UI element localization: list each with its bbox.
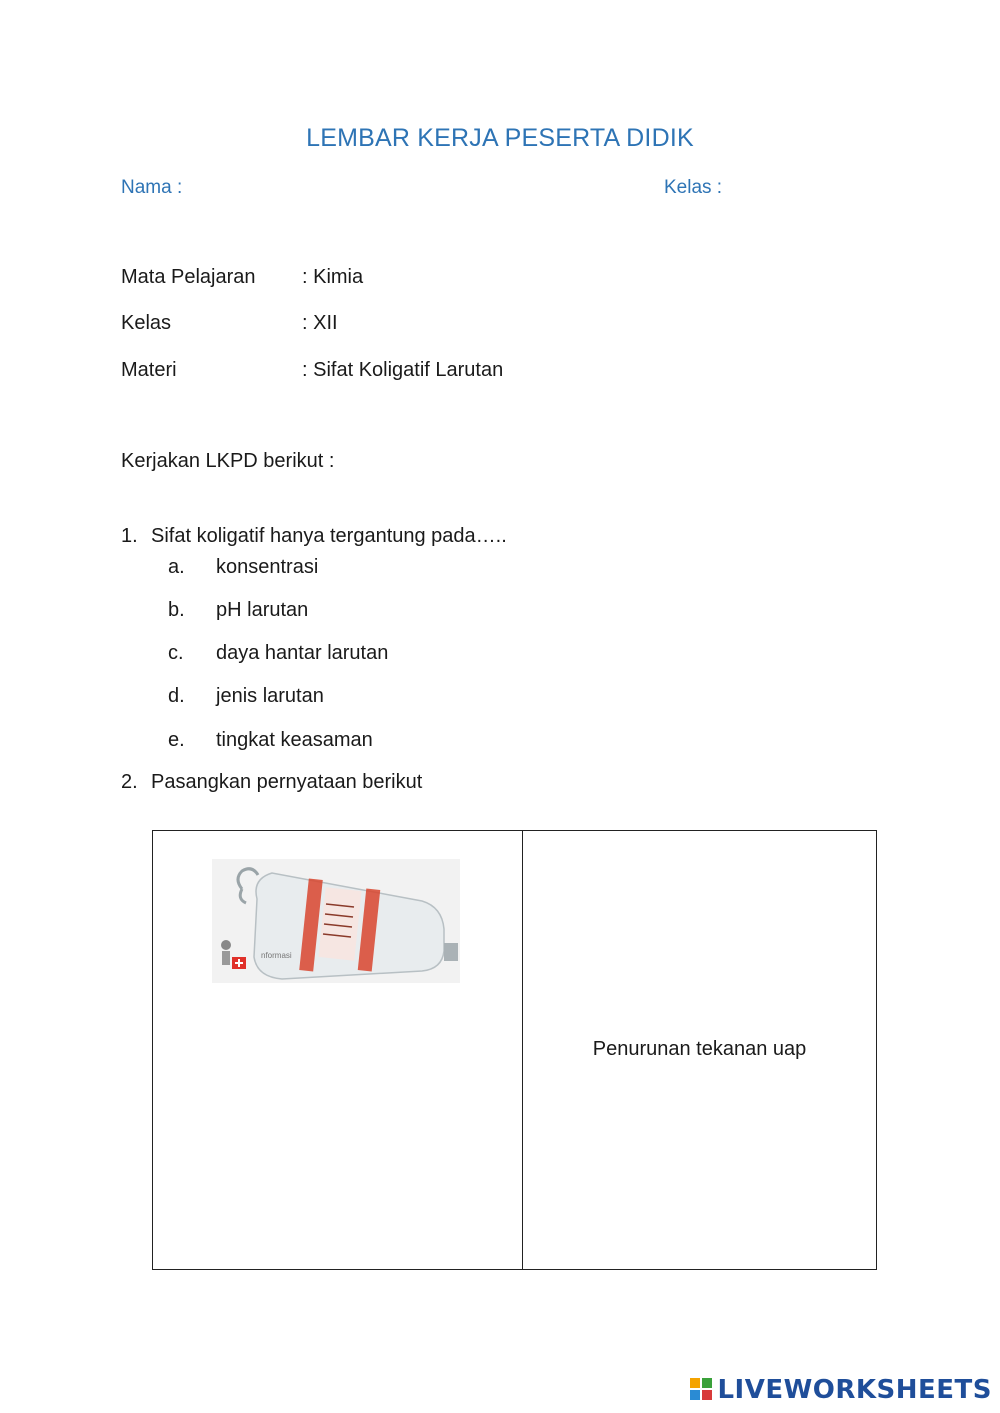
option-a[interactable]: konsentrasi: [216, 556, 319, 578]
option-c[interactable]: daya hantar larutan: [216, 642, 389, 664]
question-2-text: Pasangkan pernyataan berikut: [151, 771, 423, 793]
option-b[interactable]: pH larutan: [216, 599, 309, 621]
logo-icon: [690, 1378, 714, 1402]
meta-label-class: Kelas: [121, 312, 172, 334]
option-e[interactable]: tingkat keasaman: [216, 729, 373, 751]
meta-value-topic: : Sifat Koligatif Larutan: [302, 359, 504, 381]
option-c-letter: c.: [168, 642, 184, 664]
logo-text: LIVEWORKSHEETS: [717, 1375, 992, 1405]
option-d-letter: d.: [168, 685, 185, 707]
meta-label-topic: Materi: [121, 359, 177, 381]
image-caption: nformasi: [261, 951, 292, 960]
meta-value-class: : XII: [302, 312, 338, 334]
question-2-number: 2.: [121, 771, 138, 793]
question-1-text: Sifat koligatif hanya tergantung pada…..: [151, 525, 507, 547]
meta-value-subject: : Kimia: [302, 266, 364, 288]
option-b-letter: b.: [168, 599, 185, 621]
page-title: LEMBAR KERJA PESERTA DIDIK: [306, 124, 694, 152]
question-1-number: 1.: [121, 525, 138, 547]
liveworksheets-logo: [690, 1375, 992, 1405]
kelas-label: Kelas :: [664, 177, 723, 198]
statement-text: Penurunan tekanan uap: [592, 1037, 807, 1060]
instruction-text: Kerjakan LKPD berikut :: [121, 450, 335, 472]
match-cell-image[interactable]: [153, 831, 523, 1269]
nama-label: Nama :: [121, 177, 183, 198]
match-cell-statement[interactable]: [523, 831, 876, 1269]
option-e-letter: e.: [168, 729, 185, 751]
meta-label-subject: Mata Pelajaran: [121, 266, 256, 288]
infusion-bag-image: [212, 859, 460, 983]
option-a-letter: a.: [168, 556, 185, 578]
option-d[interactable]: jenis larutan: [216, 685, 324, 707]
match-table: [152, 830, 877, 1270]
